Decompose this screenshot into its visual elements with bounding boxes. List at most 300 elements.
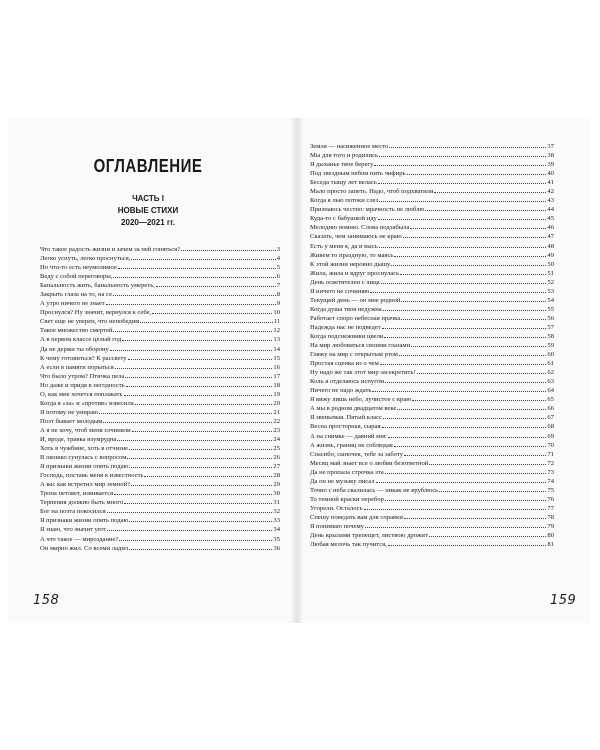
toc-entry-page: 41 (547, 179, 554, 187)
toc-entry-page: 67 (547, 414, 554, 422)
toc-leader-dots (379, 246, 547, 248)
toc-entry (310, 160, 554, 169)
toc-entry-title: Месяц май знает все о любви безответной (310, 459, 429, 467)
toc-entry-page: 39 (547, 161, 554, 169)
toc-entry-title: Спешу поведать вам для справки (310, 513, 403, 521)
toc-entry-title: Сказать, чем занимаюсь не краю (310, 233, 402, 241)
toc-entry-page: 64 (547, 387, 554, 395)
toc-entry (310, 169, 554, 178)
toc-entry-title: Я знаю, что значит уют (40, 526, 106, 534)
toc-entry-page: 68 (547, 423, 554, 431)
toc-leader-dots (378, 182, 547, 184)
toc-entry-page: 37 (547, 143, 554, 150)
toc-entry-title: Да не пропала строчка эта (310, 468, 384, 476)
toc-entry (310, 459, 554, 468)
toc-entry (310, 341, 554, 350)
toc-entry-page: 30 (273, 490, 280, 498)
toc-entry-title: Работает споро небесная прачка (310, 314, 401, 322)
toc-entry-title: К чему готовиться? К рассвету (40, 354, 127, 362)
toc-entry-title: А что такое — мироздание? (40, 535, 119, 543)
toc-leader-dots (385, 381, 546, 383)
toc-entry (310, 468, 554, 477)
toc-entry-title: Гляжу на мир с открытым ртом (310, 351, 398, 359)
toc-entry (40, 345, 280, 354)
toc-entry-title: Но даже и придя в негодность (40, 381, 125, 389)
toc-entry-page: 51 (547, 269, 554, 277)
toc-entry (310, 432, 554, 441)
toc-entry-title: О, как мне хочется поплакать (40, 390, 123, 398)
toc-leader-dots (381, 282, 547, 284)
toc-entry (40, 335, 280, 344)
toc-leader-dots (404, 517, 547, 519)
toc-entry-title: В окошко сунулась с вопросом (40, 454, 127, 462)
toc-leader-dots (107, 529, 273, 531)
toc-leader-dots (127, 457, 272, 459)
toc-entry-title: А мы в родном двадцатом веке (310, 405, 397, 413)
toc-entry-page: 25 (273, 445, 280, 453)
toc-leader-dots (113, 294, 276, 296)
toc-entry (40, 399, 280, 408)
toc-entry-page: 46 (547, 224, 554, 232)
toc-leader-dots (119, 539, 272, 541)
toc-entry-title: Он мирно жил. Со всеми ладил (40, 544, 129, 552)
toc-leader-dots (383, 309, 547, 311)
toc-entry (310, 450, 554, 459)
toc-leader-dots (106, 303, 276, 305)
toc-entry (310, 196, 554, 205)
toc-leader-dots (370, 291, 546, 293)
toc-entry-title: День осветителен с лица (310, 278, 380, 286)
toc-entry (40, 290, 280, 299)
toc-entry-page: 7 (276, 282, 280, 290)
toc-entry-page: 23 (273, 426, 280, 434)
toc-leader-dots (115, 367, 273, 369)
toc-leader-dots (131, 484, 272, 486)
toc-entry (310, 422, 554, 431)
toc-entry (310, 242, 554, 251)
toc-leader-dots (389, 146, 546, 148)
toc-leader-dots (156, 285, 276, 287)
toc-entry-page: 77 (547, 504, 554, 512)
toc-leader-dots (379, 200, 546, 202)
toc-leader-dots (113, 330, 272, 332)
toc-entry-page: 76 (547, 495, 554, 503)
toc-entry-title: Легко уснуть, легко проснуться, (40, 255, 131, 263)
toc-entry (40, 363, 280, 372)
toc-leader-dots (124, 394, 273, 396)
toc-entry (40, 354, 280, 363)
toc-entry-page: 78 (547, 513, 554, 521)
toc-entry (40, 498, 280, 507)
toc-entry-title: Я дыханье твое берегу (310, 161, 374, 169)
toc-entry (40, 317, 280, 326)
toc-entry-page: 71 (547, 450, 554, 458)
toc-entry-title: Я потому не умираю (40, 408, 99, 416)
toc-entry-page: 32 (273, 508, 280, 516)
toc-leader-dots (380, 363, 547, 365)
toc-entry (310, 251, 554, 260)
toc-entry (40, 417, 280, 426)
toc-entry (40, 372, 280, 381)
toc-entry-title: Свет еще не уверен, что непобедим (40, 318, 140, 326)
toc-entry-page: 35 (273, 535, 280, 543)
toc-leader-dots (129, 548, 272, 550)
toc-leader-dots (382, 426, 547, 428)
toc-entry-page: 36 (273, 544, 280, 552)
toc-entry-title: Да он не музыку писал (310, 477, 375, 485)
toc-entry-title: Поэт бывает молодым (40, 417, 103, 425)
toc-entry-title: Беседа тыщу лет велась (310, 179, 377, 187)
toc-entry-title: Я понимаю почему (310, 522, 364, 530)
toc-leader-dots (376, 481, 547, 483)
toc-leader-dots (379, 155, 546, 157)
toc-entry (310, 477, 554, 486)
toc-leader-dots (403, 236, 547, 238)
toc-entry-page: 60 (547, 351, 554, 359)
toc-leader-dots (434, 191, 546, 193)
toc-leader-dots (364, 508, 547, 510)
toc-entry (310, 260, 554, 269)
toc-entry (40, 381, 280, 390)
toc-entry (40, 390, 280, 399)
toc-entry-title: Банальность жить, банальность умереть, (40, 282, 155, 290)
toc-entry-title: Коль я отделаюсь испугом (310, 378, 385, 386)
toc-leader-dots (410, 227, 546, 229)
toc-entry-page: 44 (547, 206, 554, 214)
toc-entry-page: 8 (276, 291, 280, 299)
toc-entry-page: 75 (547, 486, 554, 494)
toc-entry-title: Я ничего не сочиняю (310, 287, 370, 295)
toc-leader-dots (135, 403, 273, 405)
toc-entry-page: 24 (273, 435, 280, 443)
toc-entry-page: 57 (547, 323, 554, 331)
toc-entry-page: 45 (547, 215, 554, 223)
toc-entry (310, 513, 554, 522)
toc-leader-dots (383, 417, 546, 419)
toc-entry (40, 408, 280, 417)
part-subtitle: НОВЫЕ СТИХИ (117, 206, 179, 215)
toc-entry-page: 80 (547, 532, 554, 540)
toc-leader-dots (144, 475, 272, 477)
toc-entry (40, 281, 280, 290)
toc-leader-dots (103, 421, 272, 423)
toc-leader-dots (385, 499, 547, 501)
toc-entry (40, 453, 280, 462)
toc-entry (310, 332, 554, 341)
toc-leader-dots (391, 264, 546, 266)
toc-entry (310, 486, 554, 495)
toc-entry-page: 15 (273, 354, 280, 362)
toc-entry (310, 314, 554, 323)
toc-leader-dots (124, 502, 272, 504)
toc-entry (40, 245, 280, 254)
toc-entry (310, 441, 554, 450)
toc-entry-page: 22 (273, 417, 280, 425)
toc-entry (310, 151, 554, 160)
toc-entry (310, 350, 554, 359)
toc-entry (310, 540, 554, 549)
toc-entry-title: Тропа петляет, извивается (40, 490, 114, 498)
toc-leader-dots (394, 445, 547, 447)
toc-entry-title: Ну надо же так этот мир засекретить! (310, 369, 416, 377)
toc-entry (310, 404, 554, 413)
toc-entry (40, 326, 280, 335)
toc-entry-page: 31 (273, 499, 280, 507)
toc-entry (40, 263, 280, 272)
toc-leader-dots (99, 412, 272, 414)
part-years: 2020—2021 гг. (121, 218, 175, 227)
toc-entry-page: 28 (273, 472, 280, 480)
toc-entry-page: 79 (547, 522, 554, 530)
toc-entry-title: Признаюсь честно: мрачность не люблю (310, 206, 425, 214)
toc-leader-dots (425, 209, 546, 211)
toc-entry-title: Угорели. Осталось (310, 504, 363, 512)
toc-entry-title: Хоть в чужбине, хоть в отчизне (40, 445, 129, 453)
toc-entry-page: 81 (547, 541, 554, 549)
toc-entry (310, 395, 554, 404)
toc-entry-title: Мы для того и родились (310, 152, 379, 160)
toc-entry (40, 535, 280, 544)
toc-entry-title: Надежда нас не подведет (310, 323, 381, 331)
toc-entry-page: 62 (547, 369, 554, 377)
toc-leader-dots (401, 300, 546, 302)
toc-leader-dots (412, 399, 546, 401)
toc-entry (310, 386, 554, 395)
toc-entry-page: 74 (547, 477, 554, 485)
toc-entry-page: 5 (276, 264, 280, 272)
toc-leader-dots (129, 520, 272, 522)
toc-entry (310, 187, 554, 196)
page-number-right: 159 (550, 593, 577, 608)
toc-entry-page: 27 (273, 463, 280, 471)
toc-entry (310, 232, 554, 241)
toc-entry (310, 287, 554, 296)
toc-entry-page: 12 (273, 327, 280, 335)
toc-entry (310, 214, 554, 223)
toc-leader-dots (132, 430, 273, 432)
toc-leader-dots (374, 164, 546, 166)
toc-entry-page: 3 (276, 246, 280, 253)
toc-entry-title: На мир любоваться своими глазами (310, 342, 411, 350)
toc-leader-dots (114, 493, 272, 495)
toc-entry (310, 223, 554, 232)
toc-entry-title: Мало просто запеть. Надо, чтоб подхватили (310, 188, 434, 196)
toc-leader-dots (378, 218, 547, 220)
toc-leader-dots (411, 345, 546, 347)
toc-entry-page: 70 (547, 441, 554, 449)
toc-entry-title: Проснулся? Ну значит, вернулся к себе, (40, 309, 152, 317)
toc-entry-page: 16 (273, 363, 280, 371)
toc-entry (40, 507, 280, 516)
toc-entry-title: А вас как встретил мир земной? (40, 481, 130, 489)
toc-entry-title: Под звездным небом пить чифирь (310, 170, 406, 178)
toc-leader-dots (122, 339, 272, 341)
toc-list-right (310, 142, 554, 549)
toc-entry-title: Я звеньевая. Пятый класс (310, 414, 382, 422)
toc-entry (310, 377, 554, 386)
toc-entry (40, 489, 280, 498)
toc-entry-page: 56 (547, 314, 554, 322)
toc-entry-title: Точно с неба свалилась — никак не врублюсь (310, 486, 439, 494)
toc-entry-title: То темной краски перебор (310, 495, 384, 503)
toc-entry-page: 9 (276, 300, 280, 308)
toc-entry-page: 52 (547, 278, 554, 286)
toc-leader-dots (397, 408, 546, 410)
toc-entry-page: 29 (273, 481, 280, 489)
toc-entry-title: Я вижу лишь небо, лучистое с краю (310, 396, 412, 404)
toc-entry-page: 26 (273, 454, 280, 462)
toc-leader-dots (384, 336, 546, 338)
toc-entry-page: 19 (273, 390, 280, 398)
toc-entry-title: Что было утром? Птичка пела (40, 372, 125, 380)
toc-leader-dots (394, 255, 546, 257)
toc-entry (310, 359, 554, 368)
toc-leader-dots (385, 472, 547, 474)
toc-leader-dots (399, 354, 546, 356)
toc-entry (310, 413, 554, 422)
toc-leader-dots (131, 258, 275, 260)
toc-entry-title: Веду с собой переговоры, (40, 273, 113, 281)
toc-leader-dots (388, 436, 547, 438)
toc-entry-page: 14 (273, 345, 280, 353)
toc-entry (40, 544, 280, 553)
toc-entry (40, 435, 280, 444)
toc-entry (310, 278, 554, 287)
toc-leader-dots (429, 463, 546, 465)
toc-entry-page: 6 (276, 273, 280, 281)
toc-entry (40, 254, 280, 263)
toc-entry-title: Когда я «за» и «против» взвесила (40, 399, 134, 407)
toc-entry-title: Весна просторная, сырая (310, 423, 381, 431)
toc-entry-title: Но что-то есть неумолимое (40, 264, 117, 272)
toc-leader-dots (365, 526, 546, 528)
toc-entry (310, 205, 554, 214)
toc-entry-title: Любая мелочь так пучится, (310, 541, 387, 549)
toc-entry-title: Терпения должно быть много (40, 499, 124, 507)
toc-entry (310, 522, 554, 531)
toc-entry-title: Когда подснежники цвели (310, 332, 384, 340)
toc-entry-title: Закрыть глаза на то, на се (40, 291, 112, 299)
toc-leader-dots (129, 448, 272, 450)
toc-leader-dots (439, 490, 546, 492)
toc-entry (310, 531, 554, 540)
toc-entry-title: А если в памяти порыться (40, 363, 114, 371)
toc-leader-dots (152, 312, 272, 314)
toc-leader-dots (181, 249, 276, 251)
toc-entry-page: 20 (273, 399, 280, 407)
toc-leader-dots (429, 535, 547, 537)
toc-entry-title: Что такое радость жизни и зачем за ней гоняться? (40, 246, 181, 253)
toc-entry-page: 48 (547, 242, 554, 250)
toc-entry (310, 142, 554, 151)
toc-entry-title: Мелодию помню. Слова подзабыла (310, 224, 410, 232)
toc-entry (40, 525, 280, 534)
toc-leader-dots (113, 276, 275, 278)
toc-entry-title: Бог на поэта покосился (40, 508, 106, 516)
toc-entry-page: 55 (547, 305, 554, 313)
toc-entry (40, 272, 280, 281)
toc-entry-title: Когда душа твоя недужна (310, 305, 382, 313)
toc-entry (40, 471, 280, 480)
toc-leader-dots (404, 454, 546, 456)
toc-entry-title: Куда-то с бабушкой иду (310, 215, 377, 223)
toc-entry-title: Когда я лью потоки слез (310, 197, 379, 205)
toc-entry-title: Текущий день — он мне родной (310, 296, 401, 304)
toc-entry-page: 54 (547, 296, 554, 304)
toc-entry-page: 40 (547, 170, 554, 178)
toc-leader-dots (128, 358, 273, 360)
toc-entry-page: 33 (273, 517, 280, 525)
toc-entry-title: Жила, жила и вдруг проснулась (310, 269, 400, 277)
toc-entry (310, 495, 554, 504)
toc-entry (310, 368, 554, 377)
toc-entry (40, 480, 280, 489)
toc-entry-page: 50 (547, 260, 554, 268)
toc-entry-page: 49 (547, 251, 554, 259)
toc-entry-title: К этой жизни неровно дышу (310, 260, 391, 268)
toc-entry (310, 178, 554, 187)
toc-entry-page: 43 (547, 197, 554, 205)
toc-entry-page: 66 (547, 405, 554, 413)
toc-list-left (40, 245, 280, 553)
toc-entry (310, 323, 554, 332)
toc-entry-title: Я признаки жизни опять подаю: (40, 463, 131, 471)
toc-entry-page: 47 (547, 233, 554, 241)
toc-entry-page: 73 (547, 468, 554, 476)
toc-entry (310, 504, 554, 513)
toc-entry-page: 69 (547, 432, 554, 440)
toc-entry-title: Я признаки жизни опять подаю (40, 517, 129, 525)
toc-entry (310, 296, 554, 305)
toc-entry (310, 269, 554, 278)
toc-entry-title: Земля — насиженное место (310, 143, 389, 150)
toc-entry-page: 61 (547, 360, 554, 368)
toc-leader-dots (400, 273, 546, 275)
toc-entry (40, 308, 280, 317)
toc-leader-dots (117, 439, 272, 441)
toc-entry-title: А на снимке — давний миг (310, 432, 387, 440)
toc-leader-dots (126, 385, 273, 387)
toc-entry-page: 53 (547, 287, 554, 295)
toc-leader-dots (382, 327, 547, 329)
toc-entry-page: 72 (547, 459, 554, 467)
toc-entry-page: 21 (273, 408, 280, 416)
page-number-left: 158 (33, 593, 60, 608)
toc-entry-page: 17 (273, 372, 280, 380)
toc-entry-page: 58 (547, 332, 554, 340)
toc-entry-page: 34 (273, 526, 280, 534)
toc-entry-title: А я не хочу, чтоб меня сочиняли (40, 426, 131, 434)
toc-entry-title: И, вроде, травка изумрудна (40, 435, 117, 443)
toc-entry-title: Да не держи ты оборону (40, 345, 109, 353)
toc-leader-dots (110, 349, 273, 351)
book-gutter (292, 118, 302, 623)
toc-entry-page: 65 (547, 396, 554, 404)
toc-entry (40, 444, 280, 453)
toc-title: ОГЛАВЛЕНИЕ (93, 155, 203, 178)
toc-entry (40, 516, 280, 525)
toc-leader-dots (140, 321, 272, 323)
toc-entry-title: Ничего не надо ждать (310, 387, 372, 395)
toc-entry-page: 11 (273, 318, 280, 326)
toc-entry-title: Простая сценка из о чем (310, 360, 379, 368)
toc-entry (310, 305, 554, 314)
toc-entry (40, 462, 280, 471)
toc-entry-title: А в первом классе целый год (40, 336, 122, 344)
toc-entry (40, 426, 280, 435)
toc-entry-page: 63 (547, 378, 554, 386)
toc-entry-title: Живем то праздную, то маясь (310, 251, 394, 259)
